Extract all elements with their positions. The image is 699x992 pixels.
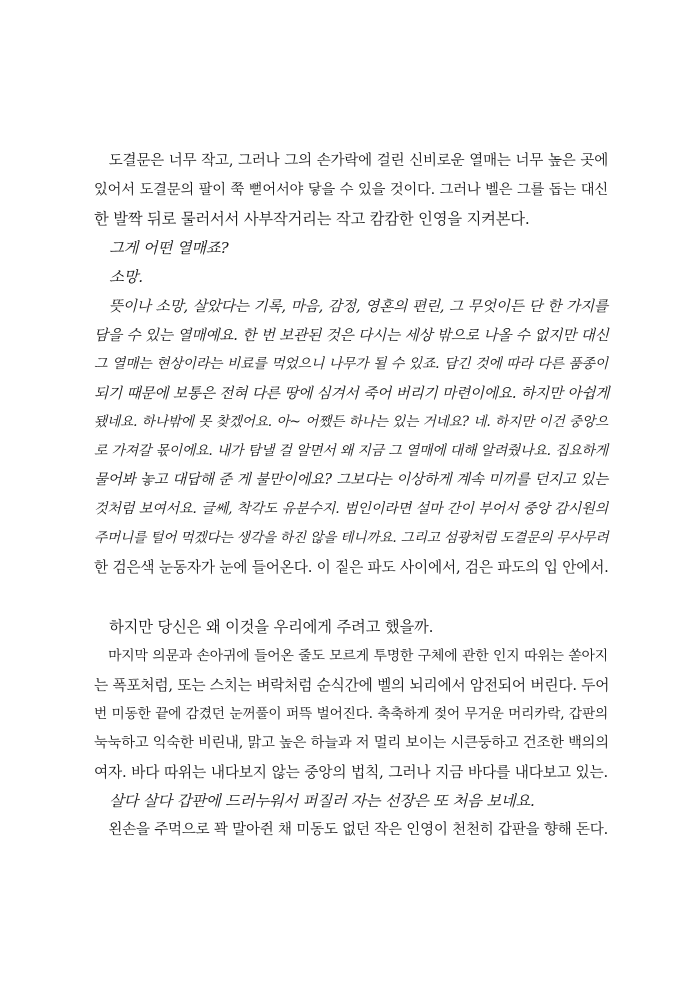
- text-line: 살다 살다 갑판에 드러누워서 퍼질러 자는 선장은 또 처음 보네요.: [94, 792, 535, 810]
- text-line: 담을 수 있는 열매예요. 한 번 보관된 것은 다시는 세상 밖으로 나올 수 없지만 대신: [94, 327, 609, 344]
- text-line: 그게 어떤 열매죠?: [94, 239, 229, 257]
- text-line: 눅눅하고 익숙한 비린내, 맑고 높은 하늘과 저 멀리 보이는 시큰둥하고 건조한 백의의: [94, 735, 609, 751]
- text-line: 로 가져갈 몫이에요. 내가 탐낼 걸 알면서 왜 지금 그 열매에 대해 알려줬나요. 집요하게: [94, 443, 608, 459]
- text-line: 그 열매는 현상이라는 비료를 먹었으니 나무가 될 수 있죠. 담긴 것에 따라 다른 품종이: [94, 356, 608, 372]
- text-line: 되기 때문에 보통은 전혀 다른 땅에 심겨서 죽어 버리기 마련이에요. 하지만 아쉽게: [94, 385, 610, 402]
- text-line: 물어봐 놓고 대답해 준 게 불만이에요? 그보다는 이상하게 계속 미끼를 던지고 있는: [94, 472, 608, 488]
- paragraph-block-2: [94, 613, 608, 845]
- text-line: 번 미동한 끝에 감겼던 눈꺼풀이 퍼뜩 벌어진다. 축축하게 젖어 무거운 머리카락, 갑판의: [94, 706, 608, 722]
- text-line: 도결문은 너무 작고, 그러나 그의 손가락에 걸린 신비로운 열매는 너무 높은 곳에: [94, 153, 608, 169]
- text-line: 여자. 바다 따위는 내다보지 않는 중앙의 법칙, 그러나 지금 바다를 내다보고 있는.: [94, 764, 608, 781]
- text-line: 는 폭포처럼, 또는 스치는 벼락처럼 순식간에 벨의 뇌리에서 암전되어 버린다. 두어: [94, 677, 610, 694]
- text-line: 하지만 당신은 왜 이것을 우리에게 주려고 했을까.: [94, 618, 434, 636]
- text-line: 왼손을 주먹으로 꽉 말아쥔 채 미동도 없던 작은 인영이 천천히 갑판을 향해 돈다.: [94, 822, 608, 838]
- text-line: 뜻이나 소망, 살았다는 기록, 마음, 감정, 영혼의 편린, 그 무엇이든 단 한 가지를: [94, 298, 608, 315]
- section-break: [94, 582, 608, 613]
- text-line: 마지막 의문과 손아귀에 들어온 줄도 모르게 투명한 구체에 관한 인지 따위는 쏟아지: [94, 648, 608, 664]
- paragraph-block-1: [94, 147, 608, 582]
- text-line: 됐네요. 하나밖에 못 찾겠어요. 아~ 어쨌든 하나는 있는 거네요? 네. 하지만 이건 중앙으: [94, 414, 608, 430]
- text-line: 한 발짝 뒤로 물러서서 사부작거리는 작고 캄캄한 인영을 지켜본다.: [94, 210, 530, 228]
- text-line: 있어서 도결문의 팔이 쭉 뻗어서야 닿을 수 있을 것이다. 그러나 벨은 그를 돕는 대신: [94, 182, 608, 198]
- text-line: 것처럼 보여서요. 글쎄, 착각도 유분수지. 범인이라면 설마 간이 부어서 중앙 감시원의: [94, 501, 608, 517]
- text-line: 소망.: [94, 268, 143, 286]
- text-line: 한 검은색 눈동자가 눈에 들어온다. 이 짙은 파도 사이에서, 검은 파도의 입 안에서.: [94, 559, 609, 576]
- text-line: 주머니를 털어 먹겠다는 생각을 하진 않을 테니까요. 그리고 섬광처럼 도결문의 무사무려: [94, 530, 609, 546]
- document-body: [94, 147, 608, 845]
